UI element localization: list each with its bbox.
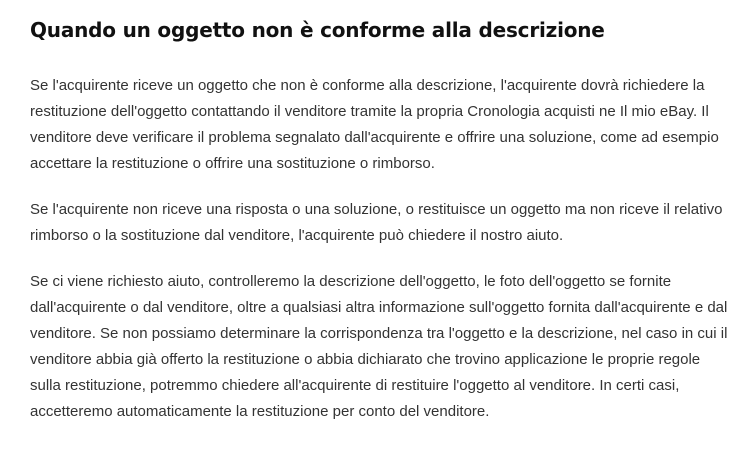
- paragraph-return-request: Se l'acquirente riceve un oggetto che non è conforme alla descrizione, l'acquirente dovrà richiedere la restituzione dell'oggetto contattando il venditore tramite la propria Cronologia acquisti ne Il mio eBay. Il venditore deve verificare il problema segnalato dall'acquirente e offrire una soluzione, come ad esempio accettare la restituzione o offrire una sostituzione o rimborso.: [30, 77, 719, 172]
- paragraph-request-help: Se l'acquirente non riceve una risposta o una soluzione, o restituisce un oggetto ma non riceve il relativo rimborso o la sostituzione dal venditore, l'acquirente può chiedere il nostro aiuto.: [30, 201, 723, 244]
- section-title: Quando un oggetto non è conforme alla descrizione: [30, 18, 605, 42]
- policy-section: [30, 14, 730, 445]
- paragraph-review-process: Se ci viene richiesto aiuto, controlleremo la descrizione dell'oggetto, le foto dell'oggetto se fornite dall'acquirente o dal venditore, oltre a qualsiasi altra informazione sull'oggetto fornita dall'acquirente e dal venditore. Se non possiamo determinare la corrispondenza tra l'oggetto e la descrizione, nel caso in cui il venditore abbia già offerto la restituzione o abbia dichiarato che trovino applicazione le proprie regole sulla restituzione, potremmo chiedere all'acquirente di restituire l'oggetto al venditore. In certi casi, accetteremo automaticamente la restituzione per conto del venditore.: [30, 273, 728, 420]
